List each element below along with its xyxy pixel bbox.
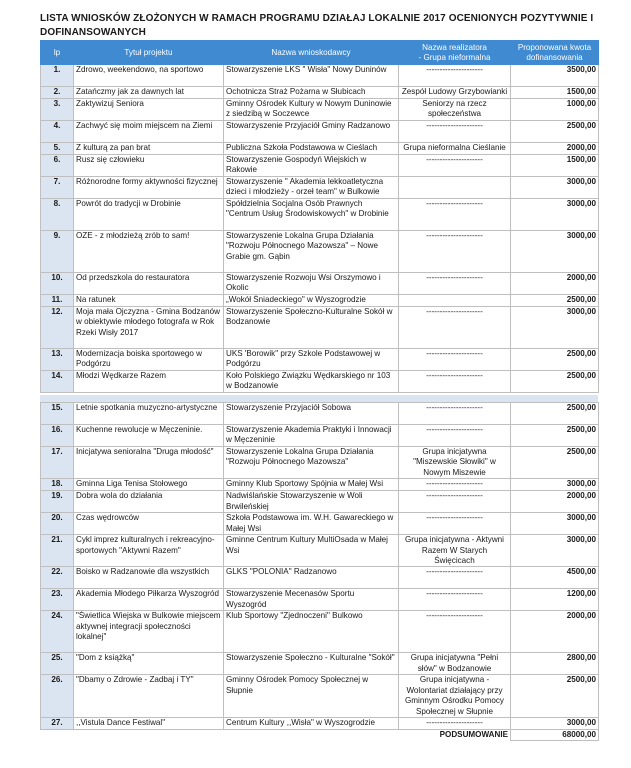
row-lp: 3. xyxy=(41,99,74,121)
table-row xyxy=(41,513,599,535)
row-lp: 20. xyxy=(41,513,74,535)
row-applicant: Stowarzyszenie " Akademia lekkoatletyczna dzieci i młodzieży - orzeł team" w Bulkowie xyxy=(224,177,399,199)
row-title: Zdrowo, weekendowo, na sportowo xyxy=(74,65,224,87)
table-row xyxy=(41,567,599,589)
row-applicant: Gminny Klub Sportowy Spójnia w Małej Wsi xyxy=(224,479,399,491)
row-implementer: Seniorzy na rzecz społeczeństwa xyxy=(399,99,511,121)
row-applicant: Gminny Ośrodek Kultury w Nowym Duninowie z siedzibą w Soczewce xyxy=(224,99,399,121)
row-amount: 3000,00 xyxy=(511,231,599,273)
row-title: Zaktywizuj Seniora xyxy=(74,99,224,121)
row-title: Młodzi Wędkarze Razem xyxy=(74,371,224,393)
row-amount: 3500,00 xyxy=(511,65,599,87)
row-lp: 11. xyxy=(41,295,74,307)
table-row xyxy=(41,447,599,479)
row-amount: 1200,00 xyxy=(511,589,599,611)
row-amount: 2000,00 xyxy=(511,491,599,513)
table-row xyxy=(41,589,599,611)
row-implementer xyxy=(399,295,511,307)
row-implementer: --------------------- xyxy=(399,273,511,295)
row-lp: 5. xyxy=(41,143,74,155)
row-implementer: Zespół Ludowy Grzybowianki xyxy=(399,87,511,99)
row-amount: 2000,00 xyxy=(511,273,599,295)
table-row xyxy=(41,653,599,675)
row-lp: 4. xyxy=(41,121,74,143)
row-applicant: Stowarzyszenie Lokalna Grupa Działania "Rozwoju Północnego Mazowsza" – Nowe Grabie gm. Gąbin xyxy=(224,231,399,273)
row-title: Akademia Młodego Piłkarza Wyszogród xyxy=(74,589,224,611)
row-amount: 3000,00 xyxy=(511,718,599,730)
table-body-part2 xyxy=(41,403,599,730)
table-header-row xyxy=(41,41,599,65)
row-implementer: --------------------- xyxy=(399,589,511,611)
row-title: Od przedszkola do restauratora xyxy=(74,273,224,295)
header-amount-line1: Proponowana kwota xyxy=(517,42,592,52)
table-row xyxy=(41,535,599,567)
table-row xyxy=(41,425,599,447)
header-applicant: Nazwa wnioskodawcy xyxy=(224,41,399,65)
row-lp: 12. xyxy=(41,307,74,349)
row-applicant: „Wokół Śniadeckiego" w Wyszogrodzie xyxy=(224,295,399,307)
row-implementer: --------------------- xyxy=(399,349,511,371)
summary-row xyxy=(41,730,599,741)
row-amount: 2500,00 xyxy=(511,371,599,393)
summary-label: PODSUMOWANIE xyxy=(439,730,508,740)
row-lp: 27. xyxy=(41,718,74,730)
table-row xyxy=(41,273,599,295)
row-title: Z kulturą za pan brat xyxy=(74,143,224,155)
row-title: Kuchenne rewolucje w Męczeninie. xyxy=(74,425,224,447)
row-amount: 1500,00 xyxy=(511,155,599,177)
row-amount: 3000,00 xyxy=(511,177,599,199)
row-implementer: --------------------- xyxy=(399,567,511,589)
row-applicant: Centrum Kultury ,,Wisła" w Wyszogrodzie xyxy=(224,718,399,730)
row-applicant: Stowarzyszenie Przyjaciół Sobowa xyxy=(224,403,399,425)
row-implementer: --------------------- xyxy=(399,403,511,425)
row-lp: 8. xyxy=(41,199,74,231)
row-implementer: --------------------- xyxy=(399,231,511,273)
row-amount: 1000,00 xyxy=(511,99,599,121)
row-amount: 2500,00 xyxy=(511,403,599,425)
row-applicant: Stowarzyszenie Mecenasów Sportu Wyszogród xyxy=(224,589,399,611)
header-amount xyxy=(511,41,599,65)
row-applicant: GLKS "POLONIA" Radzanowo xyxy=(224,567,399,589)
row-lp: 7. xyxy=(41,177,74,199)
row-amount: 2500,00 xyxy=(511,447,599,479)
row-title: Inicjatywa senioralna "Druga młodość" xyxy=(74,447,224,479)
row-lp: 23. xyxy=(41,589,74,611)
header-title: Tytuł projektu xyxy=(74,41,224,65)
row-applicant: Stowarzyszenie Gospodyń Wiejskich w Rakowie xyxy=(224,155,399,177)
row-applicant: Klub Sportowy "Zjednoczeni" Bulkowo xyxy=(224,611,399,653)
table-row xyxy=(41,65,599,87)
row-amount: 3000,00 xyxy=(511,307,599,349)
row-amount: 3000,00 xyxy=(511,199,599,231)
row-implementer: --------------------- xyxy=(399,425,511,447)
projects-table-part1 xyxy=(40,40,599,393)
row-title: Rusz się człowieku xyxy=(74,155,224,177)
row-title: "Dom z książką" xyxy=(74,653,224,675)
row-amount: 3000,00 xyxy=(511,479,599,491)
row-lp: 16. xyxy=(41,425,74,447)
row-title: Zatańczmy jak za dawnych lat xyxy=(74,87,224,99)
row-implementer: Grupa inicjatywna "Miszewskie Słowiki" w Nowym Miszewie xyxy=(399,447,511,479)
table-row xyxy=(41,307,599,349)
row-applicant: Ochotnicza Straż Pożarna w Słubicach xyxy=(224,87,399,99)
row-applicant: Stowarzyszenie Akademia Praktyki i Innowacji w Męczeninie xyxy=(224,425,399,447)
row-title: Zachwyć się moim miejscem na Ziemi xyxy=(74,121,224,143)
row-amount: 1500,00 xyxy=(511,87,599,99)
header-implementer-line1: Nazwa realizatora xyxy=(422,42,487,52)
summary-amount: 68000,00 xyxy=(511,730,599,741)
row-lp: 2. xyxy=(41,87,74,99)
row-title: "Dbamy o Zdrowie - Zadbaj i TY" xyxy=(74,675,224,718)
row-lp: 15. xyxy=(41,403,74,425)
row-implementer: --------------------- xyxy=(399,199,511,231)
row-applicant: Stowarzyszenie Przyjaciół Gminy Radzanowo xyxy=(224,121,399,143)
table-row xyxy=(41,403,599,425)
table-row xyxy=(41,143,599,155)
header-implementer-line2: - Grupa nieformalna xyxy=(418,52,491,62)
projects-table-part2 xyxy=(40,402,599,741)
table-row xyxy=(41,349,599,371)
row-implementer: Grupa inicjatywna - Wolontariat działający przy Gminnym Ośrodku Pomocy Społecznej w Słupnie xyxy=(399,675,511,718)
document-title: LISTA WNIOSKÓW ZŁOŻONYCH W RAMACH PROGRAMU DZIAŁAJ LOKALNIE 2017 OCENIONYCH POZYTYWNIE I DOFINANSOWANYCH xyxy=(40,13,594,38)
row-title: Modernizacja boiska sportowego w Podgórzu xyxy=(74,349,224,371)
table-row xyxy=(41,231,599,273)
header-lp: lp xyxy=(41,41,74,65)
row-applicant: Stowarzyszenie LKS " Wisła" Nowy Duninów xyxy=(224,65,399,87)
row-title: "Świetlica Wiejska w Bulkowie miejscem aktywnej integracji społeczności lokalnej" xyxy=(74,611,224,653)
row-amount: 3000,00 xyxy=(511,535,599,567)
row-lp: 14. xyxy=(41,371,74,393)
row-implementer: --------------------- xyxy=(399,611,511,653)
table-row xyxy=(41,121,599,143)
table-row xyxy=(41,718,599,730)
row-amount: 2500,00 xyxy=(511,675,599,718)
row-title: Gminna Liga Tenisa Stołowego xyxy=(74,479,224,491)
row-applicant: Gminne Centrum Kultury MultiOsada w Małej Wsi xyxy=(224,535,399,567)
row-title: Czas wędrowców xyxy=(74,513,224,535)
row-implementer: --------------------- xyxy=(399,491,511,513)
row-amount: 2500,00 xyxy=(511,121,599,143)
row-lp: 22. xyxy=(41,567,74,589)
row-title: Letnie spotkania muzyczno-artystyczne xyxy=(74,403,224,425)
row-lp: 17. xyxy=(41,447,74,479)
row-title: OZE - z młodzieżą zrób to sam! xyxy=(74,231,224,273)
row-title: Cykl imprez kulturalnych i rekreacyjno-sportowych "Aktywni Razem" xyxy=(74,535,224,567)
row-implementer: Grupa inicjatywna "Pełni słów" w Bodzanowie xyxy=(399,653,511,675)
row-applicant: Koło Polskiego Związku Wędkarskiego nr 103 w Bodzanowie xyxy=(224,371,399,393)
row-lp: 25. xyxy=(41,653,74,675)
row-applicant: Stowarzyszenie Społeczno-Kulturalne Sokół w Bodzanowie xyxy=(224,307,399,349)
row-implementer xyxy=(399,177,511,199)
row-applicant: Nadwiślańskie Stowarzyszenie w Woli Brwileńskiej xyxy=(224,491,399,513)
row-applicant: UKS 'Borowik" przy Szkole Podstawowej w Podgórzu xyxy=(224,349,399,371)
table-row xyxy=(41,479,599,491)
row-amount: 3000,00 xyxy=(511,513,599,535)
table-row xyxy=(41,87,599,99)
table-row xyxy=(41,675,599,718)
table-separator xyxy=(40,395,598,402)
table-row xyxy=(41,295,599,307)
row-implementer: --------------------- xyxy=(399,371,511,393)
row-title: Różnorodne formy aktywności fizycznej xyxy=(74,177,224,199)
row-applicant: Gminny Ośrodek Pomocy Społecznej w Słupnie xyxy=(224,675,399,718)
table-row xyxy=(41,99,599,121)
table-row xyxy=(41,371,599,393)
table-row xyxy=(41,491,599,513)
row-implementer: --------------------- xyxy=(399,513,511,535)
row-lp: 1. xyxy=(41,65,74,87)
row-implementer: --------------------- xyxy=(399,307,511,349)
row-lp: 9. xyxy=(41,231,74,273)
row-implementer: --------------------- xyxy=(399,155,511,177)
row-title: Powrót do tradycji w Drobinie xyxy=(74,199,224,231)
row-amount: 2800,00 xyxy=(511,653,599,675)
row-applicant: Publiczna Szkoła Podstawowa w Cieślach xyxy=(224,143,399,155)
row-implementer: --------------------- xyxy=(399,479,511,491)
row-lp: 24. xyxy=(41,611,74,653)
row-applicant: Stowarzyszenie Rozwoju Wsi Orszymowo i Okolic xyxy=(224,273,399,295)
row-implementer: --------------------- xyxy=(399,65,511,87)
row-title: Boisko w Radzanowie dla wszystkich xyxy=(74,567,224,589)
row-applicant: Szkoła Podstawowa im. W.H. Gawareckiego w Małej Wsi xyxy=(224,513,399,535)
row-lp: 6. xyxy=(41,155,74,177)
table-row xyxy=(41,155,599,177)
row-lp: 26. xyxy=(41,675,74,718)
row-amount: 4500,00 xyxy=(511,567,599,589)
row-title: Na ratunek xyxy=(74,295,224,307)
row-amount: 2000,00 xyxy=(511,611,599,653)
row-applicant: Spółdzielnia Socjalna Osób Prawnych "Centrum Usług Środowiskowych" w Drobinie xyxy=(224,199,399,231)
row-applicant: Stowarzyszenie Lokalna Grupa Działania "Rozwoju Północnego Mazowsza" xyxy=(224,447,399,479)
header-implementer xyxy=(399,41,511,65)
row-implementer: Grupa inicjatywna - Aktywni Razem W Starych Święcicach xyxy=(399,535,511,567)
row-amount: 2000,00 xyxy=(511,143,599,155)
table-body-part1 xyxy=(41,65,599,393)
row-applicant: Stowarzyszenie Społeczno - Kulturalne "Sokół" xyxy=(224,653,399,675)
row-title: Moja mała Ojczyzna - Gmina Bodzanów w obiektywie młodego fotografa w Rok Rzeki Wisły 2017 xyxy=(74,307,224,349)
row-lp: 19. xyxy=(41,491,74,513)
table-row xyxy=(41,199,599,231)
table-row xyxy=(41,611,599,653)
row-amount: 2500,00 xyxy=(511,295,599,307)
header-amount-line2: dofinansowania xyxy=(526,52,583,62)
row-amount: 2500,00 xyxy=(511,349,599,371)
row-implementer: Grupa nieformalna Cieślanie xyxy=(399,143,511,155)
row-lp: 13. xyxy=(41,349,74,371)
row-implementer: --------------------- xyxy=(399,121,511,143)
row-lp: 21. xyxy=(41,535,74,567)
row-amount: 2500,00 xyxy=(511,425,599,447)
row-lp: 10. xyxy=(41,273,74,295)
row-title: Dobra wola do działania xyxy=(74,491,224,513)
row-implementer: --------------------- xyxy=(399,718,511,730)
table-row xyxy=(41,177,599,199)
row-lp: 18. xyxy=(41,479,74,491)
row-title: ,,Vistula Dance Festiwal" xyxy=(74,718,224,730)
